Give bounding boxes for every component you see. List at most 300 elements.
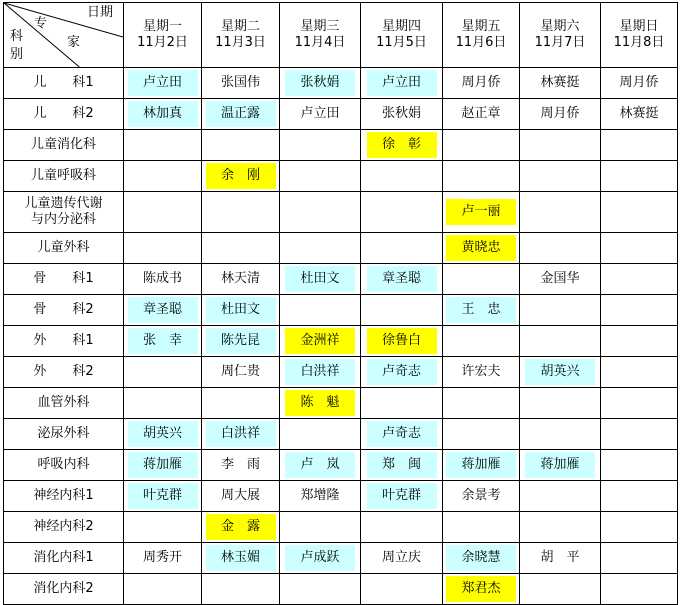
schedule-body — [4, 68, 678, 605]
schedule-row — [4, 388, 678, 419]
dept-label: 泌尿外科 — [37, 426, 90, 441]
doctor-name — [604, 576, 674, 602]
doctor-name — [285, 163, 355, 189]
doctor-name: 王 忠 — [446, 297, 516, 323]
doctor-name: 周秀开 — [142, 550, 182, 565]
doctor-name: 周大展 — [220, 488, 260, 503]
dept-cell — [4, 450, 124, 481]
doctor-name — [446, 421, 516, 447]
doctor-cell — [443, 574, 520, 605]
dept-label: 消化内科2 — [33, 581, 94, 596]
doctor-cell — [601, 161, 678, 192]
doctor-cell — [202, 130, 280, 161]
doctor-cell — [601, 450, 678, 481]
doctor-name: 许宏夫 — [461, 364, 501, 379]
doctor-cell — [601, 357, 678, 388]
doctor-cell — [124, 264, 202, 295]
doctor-name — [285, 576, 355, 602]
doctor-name — [525, 328, 595, 354]
doctor-cell — [124, 233, 202, 264]
doctor-name — [604, 297, 674, 323]
doctor-cell — [601, 192, 678, 233]
weekday-label: 星期三 — [300, 19, 340, 34]
doctor-cell — [443, 543, 520, 574]
doctor-cell — [124, 68, 202, 99]
schedule-row — [4, 264, 678, 295]
dept-cell — [4, 130, 124, 161]
doctor-cell — [124, 295, 202, 326]
doctor-name — [604, 163, 674, 189]
doctor-cell — [601, 99, 678, 130]
doctor-name — [367, 514, 437, 540]
dept-cell — [4, 574, 124, 605]
doctor-name — [285, 514, 355, 540]
doctor-name — [367, 163, 437, 189]
doctor-cell — [601, 326, 678, 357]
doctor-cell — [202, 68, 280, 99]
doctor-name: 李 雨 — [220, 457, 260, 472]
doctor-cell — [601, 543, 678, 574]
schedule-row — [4, 99, 678, 130]
schedule-row — [4, 130, 678, 161]
doctor-name — [206, 132, 276, 158]
doctor-name: 金 露 — [206, 514, 276, 540]
doctor-cell — [520, 419, 601, 450]
doctor-cell — [601, 68, 678, 99]
doctor-cell — [361, 481, 443, 512]
doctor-cell — [202, 264, 280, 295]
doctor-name: 郑 闽 — [367, 452, 437, 478]
weekday-label: 星期五 — [461, 19, 501, 34]
doctor-name: 张秋娟 — [381, 106, 421, 121]
doctor-cell — [280, 130, 361, 161]
doctor-cell — [443, 68, 520, 99]
doctor-name — [604, 452, 674, 478]
doctor-cell — [601, 233, 678, 264]
doctor-cell — [124, 130, 202, 161]
date-label: 11月5日 — [376, 35, 427, 50]
doctor-name — [367, 297, 437, 323]
doctor-name — [525, 163, 595, 189]
doctor-cell — [601, 130, 678, 161]
doctor-cell — [124, 419, 202, 450]
doctor-cell — [361, 574, 443, 605]
doctor-cell — [601, 512, 678, 543]
doctor-cell — [124, 357, 202, 388]
doctor-cell — [280, 192, 361, 233]
doctor-name: 林加真 — [128, 101, 198, 127]
doctor-name: 陈 魁 — [285, 390, 355, 416]
dept-label: 神经内科1 — [33, 488, 94, 503]
date-label: 11月4日 — [294, 35, 346, 50]
doctor-name — [525, 421, 595, 447]
doctor-name: 赵正章 — [461, 106, 501, 121]
schedule-row — [4, 161, 678, 192]
doctor-cell — [280, 419, 361, 450]
doctor-cell — [361, 543, 443, 574]
doctor-cell — [280, 512, 361, 543]
doctor-cell — [520, 264, 601, 295]
dept-label: 消化内科1 — [33, 550, 94, 565]
doctor-name: 卢立田 — [367, 70, 437, 96]
doctor-name: 郑君杰 — [446, 576, 516, 602]
doctor-cell — [601, 481, 678, 512]
doctor-name: 白洪祥 — [206, 421, 276, 447]
dept-cell — [4, 161, 124, 192]
schedule-row — [4, 68, 678, 99]
dept-label-line2: 与内分泌科 — [30, 212, 96, 227]
dept-cell — [4, 543, 124, 574]
doctor-cell — [202, 481, 280, 512]
doctor-name: 张秋娟 — [285, 70, 355, 96]
day-header — [280, 3, 361, 68]
weekday-label: 星期六 — [540, 19, 580, 34]
doctor-name — [367, 390, 437, 416]
doctor-cell — [361, 450, 443, 481]
doctor-name — [525, 297, 595, 323]
doctor-cell — [443, 357, 520, 388]
doctor-cell — [361, 130, 443, 161]
dept-cell — [4, 192, 124, 233]
doctor-name: 卢奇志 — [367, 421, 437, 447]
doctor-cell — [520, 130, 601, 161]
doctor-cell — [361, 512, 443, 543]
doctor-name: 卢立田 — [300, 106, 340, 121]
doctor-cell — [520, 574, 601, 605]
doctor-name — [446, 132, 516, 158]
doctor-cell — [601, 264, 678, 295]
doctor-cell — [124, 99, 202, 130]
date-label: 11月8日 — [613, 35, 665, 50]
doctor-name — [525, 576, 595, 602]
doctor-name: 林天清 — [220, 271, 260, 286]
doctor-name — [604, 132, 674, 158]
doctor-cell — [202, 388, 280, 419]
doctor-name: 卢一丽 — [446, 199, 516, 225]
doctor-cell — [443, 233, 520, 264]
dept-label: 血管外科 — [37, 395, 90, 410]
doctor-cell — [280, 161, 361, 192]
doctor-name — [367, 576, 437, 602]
doctor-cell — [202, 192, 280, 233]
doctor-name: 蒋加雁 — [525, 452, 595, 478]
doctor-name: 胡英兴 — [128, 421, 198, 447]
doctor-cell — [520, 99, 601, 130]
doctor-name — [525, 199, 595, 225]
dept-cell — [4, 481, 124, 512]
doctor-cell — [443, 512, 520, 543]
doctor-cell — [280, 326, 361, 357]
doctor-cell — [520, 68, 601, 99]
doctor-cell — [520, 295, 601, 326]
doctor-name: 周月侨 — [461, 75, 501, 90]
dept-label: 外 科1 — [33, 333, 94, 348]
schedule-row — [4, 326, 678, 357]
doctor-name — [206, 390, 276, 416]
doctor-name — [525, 235, 595, 261]
doctor-name: 金洲祥 — [285, 328, 355, 354]
doctor-name: 叶克群 — [128, 483, 198, 509]
doctor-cell — [361, 388, 443, 419]
dept-cell — [4, 388, 124, 419]
doctor-name — [128, 514, 198, 540]
doctor-cell — [601, 574, 678, 605]
doctor-cell — [601, 295, 678, 326]
doctor-cell — [443, 161, 520, 192]
doctor-cell — [443, 130, 520, 161]
dept-label: 儿童外科 — [37, 240, 90, 255]
doctor-cell — [361, 68, 443, 99]
doctor-cell — [202, 543, 280, 574]
doctor-cell — [601, 388, 678, 419]
doctor-cell — [443, 481, 520, 512]
doctor-name — [604, 483, 674, 509]
doctor-name: 余景考 — [461, 488, 501, 503]
schedule-row — [4, 295, 678, 326]
doctor-name — [285, 297, 355, 323]
doctor-cell — [202, 574, 280, 605]
dept-cell — [4, 419, 124, 450]
doctor-name: 黄晓忠 — [446, 235, 516, 261]
doctor-name — [604, 266, 674, 292]
doctor-name: 杜田文 — [285, 266, 355, 292]
doctor-cell — [280, 357, 361, 388]
doctor-cell — [280, 481, 361, 512]
doctor-name: 金国华 — [540, 271, 580, 286]
dept-cell — [4, 512, 124, 543]
doctor-name — [367, 235, 437, 261]
doctor-name: 卢 岚 — [285, 452, 355, 478]
doctor-cell — [361, 264, 443, 295]
doctor-cell — [443, 264, 520, 295]
doctor-cell — [124, 326, 202, 357]
doctor-name — [446, 390, 516, 416]
corner-expert-label-2: 家 — [67, 35, 81, 50]
schedule-table — [3, 2, 678, 605]
doctor-name — [128, 199, 198, 225]
weekday-label: 星期二 — [220, 19, 260, 34]
doctor-cell — [443, 450, 520, 481]
doctor-cell — [443, 326, 520, 357]
doctor-cell — [361, 357, 443, 388]
corner-cell — [4, 3, 124, 68]
dept-label: 神经内科2 — [33, 519, 94, 534]
doctor-name — [525, 132, 595, 158]
dept-label: 外 科2 — [33, 364, 94, 379]
doctor-cell — [520, 192, 601, 233]
doctor-name: 杜田文 — [206, 297, 276, 323]
doctor-cell — [280, 264, 361, 295]
doctor-name: 林赛挺 — [619, 106, 659, 121]
doctor-cell — [280, 543, 361, 574]
schedule-row — [4, 543, 678, 574]
doctor-name: 林赛挺 — [540, 75, 580, 90]
doctor-name: 余 刚 — [206, 163, 276, 189]
doctor-cell — [443, 295, 520, 326]
corner-dept-label-2: 别 — [10, 47, 24, 62]
doctor-name: 陈先昆 — [206, 328, 276, 354]
schedule-row — [4, 481, 678, 512]
doctor-name: 卢奇志 — [367, 359, 437, 385]
doctor-name — [604, 514, 674, 540]
doctor-name: 徐 彰 — [367, 132, 437, 158]
doctor-cell — [443, 419, 520, 450]
doctor-name — [128, 576, 198, 602]
date-label: 11月7日 — [534, 35, 586, 50]
doctor-name — [128, 390, 198, 416]
dept-label: 骨 科1 — [33, 271, 94, 286]
doctor-cell — [124, 574, 202, 605]
doctor-cell — [520, 388, 601, 419]
doctor-name: 胡 平 — [540, 550, 580, 565]
doctor-cell — [124, 388, 202, 419]
doctor-name — [604, 328, 674, 354]
dept-label: 儿 科2 — [33, 106, 94, 121]
doctor-name: 张 幸 — [128, 328, 198, 354]
dept-cell — [4, 264, 124, 295]
doctor-name — [128, 235, 198, 261]
doctor-cell — [520, 326, 601, 357]
doctor-name: 陈成书 — [142, 271, 182, 286]
dept-label: 儿童呼吸科 — [30, 168, 96, 183]
doctor-name: 周月侨 — [540, 106, 580, 121]
schedule-row — [4, 192, 678, 233]
schedule-row — [4, 512, 678, 543]
doctor-name — [604, 235, 674, 261]
doctor-cell — [124, 450, 202, 481]
doctor-name: 温正露 — [206, 101, 276, 127]
dept-label: 呼吸内科 — [37, 457, 90, 472]
doctor-cell — [280, 388, 361, 419]
doctor-cell — [520, 161, 601, 192]
doctor-cell — [202, 419, 280, 450]
doctor-name — [206, 576, 276, 602]
doctor-name: 胡英兴 — [525, 359, 595, 385]
doctor-name — [446, 163, 516, 189]
doctor-cell — [202, 99, 280, 130]
doctor-name — [285, 199, 355, 225]
schedule-row — [4, 233, 678, 264]
doctor-cell — [202, 512, 280, 543]
doctor-cell — [280, 99, 361, 130]
dept-cell — [4, 68, 124, 99]
doctor-name — [206, 199, 276, 225]
doctor-cell — [361, 326, 443, 357]
doctor-cell — [124, 161, 202, 192]
doctor-cell — [520, 543, 601, 574]
dept-cell — [4, 233, 124, 264]
header-row — [4, 3, 678, 68]
schedule-row — [4, 574, 678, 605]
day-header — [361, 3, 443, 68]
doctor-cell — [202, 357, 280, 388]
dept-label: 骨 科2 — [33, 302, 94, 317]
doctor-name: 卢立田 — [128, 70, 198, 96]
doctor-name: 蒋加雁 — [128, 452, 198, 478]
doctor-name: 卢成跃 — [285, 545, 355, 571]
doctor-name — [128, 359, 198, 385]
doctor-cell — [124, 481, 202, 512]
schedule-row — [4, 419, 678, 450]
doctor-cell — [280, 450, 361, 481]
doctor-name: 周仁贵 — [220, 364, 260, 379]
schedule-row — [4, 450, 678, 481]
doctor-name — [604, 545, 674, 571]
doctor-name: 余晓慧 — [446, 545, 516, 571]
doctor-cell — [124, 192, 202, 233]
doctor-cell — [124, 512, 202, 543]
doctor-cell — [443, 388, 520, 419]
doctor-name — [525, 514, 595, 540]
doctor-cell — [443, 99, 520, 130]
doctor-name — [285, 132, 355, 158]
doctor-cell — [361, 161, 443, 192]
weekday-label: 星期一 — [142, 19, 182, 34]
doctor-name — [604, 199, 674, 225]
doctor-cell — [280, 233, 361, 264]
doctor-cell — [601, 419, 678, 450]
doctor-name: 郑增隆 — [300, 488, 340, 503]
date-label: 11月3日 — [215, 35, 266, 50]
doctor-name — [285, 235, 355, 261]
corner-expert-label-1: 专 — [34, 16, 48, 31]
dept-label: 儿童消化科 — [30, 137, 96, 152]
day-header — [520, 3, 601, 68]
weekday-label: 星期日 — [619, 19, 659, 34]
doctor-name — [446, 514, 516, 540]
doctor-name: 徐鲁白 — [367, 328, 437, 354]
weekday-label: 星期四 — [381, 19, 421, 34]
day-header — [601, 3, 678, 68]
dept-cell — [4, 295, 124, 326]
dept-cell — [4, 99, 124, 130]
doctor-name — [446, 266, 516, 292]
doctor-name — [525, 390, 595, 416]
doctor-name — [367, 199, 437, 225]
doctor-cell — [520, 450, 601, 481]
dept-cell — [4, 326, 124, 357]
doctor-cell — [361, 99, 443, 130]
doctor-name — [206, 235, 276, 261]
doctor-cell — [520, 233, 601, 264]
doctor-name — [604, 390, 674, 416]
doctor-cell — [280, 68, 361, 99]
doctor-name — [128, 163, 198, 189]
doctor-name — [604, 359, 674, 385]
day-header — [443, 3, 520, 68]
doctor-cell — [280, 574, 361, 605]
doctor-name — [446, 328, 516, 354]
doctor-cell — [443, 192, 520, 233]
day-header — [124, 3, 202, 68]
doctor-cell — [124, 543, 202, 574]
doctor-cell — [280, 295, 361, 326]
corner-date-label: 日期 — [86, 5, 113, 20]
doctor-name: 章圣聪 — [367, 266, 437, 292]
doctor-cell — [202, 450, 280, 481]
corner-dept-label-1: 科 — [10, 29, 24, 44]
doctor-cell — [202, 326, 280, 357]
doctor-name: 张国伟 — [220, 75, 260, 90]
doctor-cell — [361, 295, 443, 326]
doctor-cell — [361, 233, 443, 264]
doctor-name: 叶克群 — [367, 483, 437, 509]
dept-label: 儿 科1 — [33, 75, 94, 90]
doctor-name — [604, 421, 674, 447]
doctor-name: 周月侨 — [619, 75, 659, 90]
doctor-name — [525, 483, 595, 509]
doctor-cell — [361, 192, 443, 233]
